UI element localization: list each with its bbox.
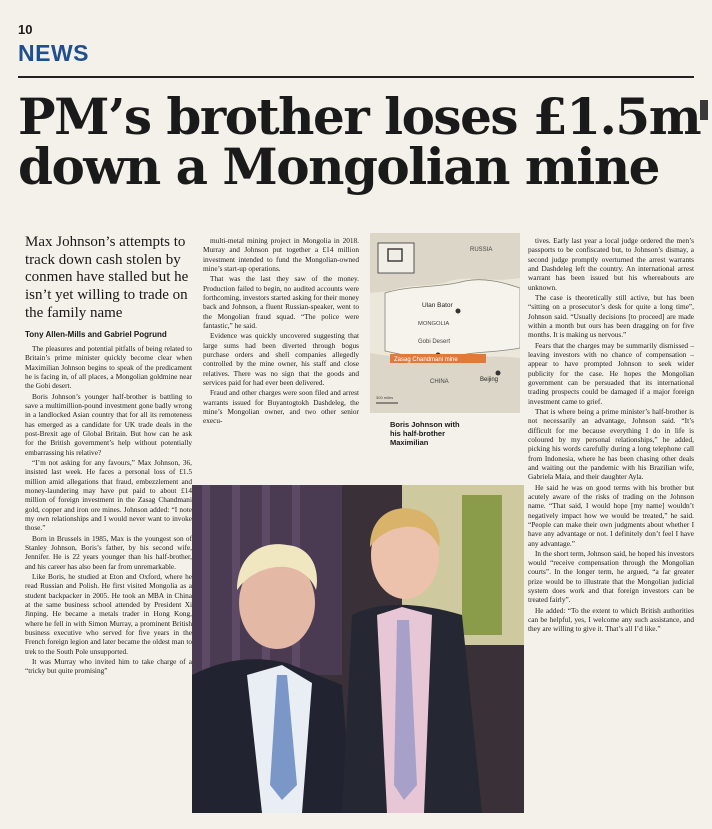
paragraph: Born in Brussels in 1985, Max is the youngest son of Stanley Johnson, Boris’s father, by his second wife, Jennifer. He is 22 years younger than his half-brother, and his career has also been far from unremarkable.	[25, 533, 192, 571]
page-number: 10	[18, 22, 33, 37]
next-page-edge	[700, 100, 708, 120]
locator-map	[370, 233, 520, 413]
paragraph: The case is theoretically still active, but has been “sitting on a prosecutor’s desk for quite a long time”, Johnson said. “Usually decisions [to proceed] are made within a month but ours has been dragging on for five months. It is making us nervous.”	[528, 292, 694, 340]
paragraph: Fears that the charges may be summarily dismissed – leaving investors with no chance of compensation – appear to have prompted Johnson to seek wider publicity for the case. He hopes the Mongolian government can be persuaded that its international trading prospects could be damaged if a major foreign investment came to grief.	[528, 340, 694, 406]
map-label-beijing: Beijing	[480, 377, 499, 383]
paragraph: He said he was on good terms with his brother but acutely aware of the risks of trading on the Johnson name. “That said, I would hope [my name] wouldn’t negatively impact how we would be treated,” he said. “People can make their own judgments about whether I have any advantage or not. I definitely don’t feel I have any advantage.”	[528, 482, 694, 548]
photo	[192, 485, 524, 813]
standfirst: Max Johnson’s attempts to track down cash stolen by conmen have stalled but he isn’t yet willing to trade on the family name	[25, 234, 189, 321]
photo-caption: Boris Johnson with his half-brother Maximilian	[390, 420, 460, 447]
article-column-2	[203, 236, 359, 427]
map-label-mine: Zasag Chandmani mine	[394, 357, 458, 363]
section-rule	[18, 76, 694, 78]
paragraph: Boris Johnson’s younger half-brother is battling to save a multimillion-pound investment gone badly wrong in a landlocked Asian country that for all its remoteness has emerged as a candidate for UK trade deals in the post-Brexit age of Global Britain. But how can he ask for the British government’s help without potentially embarrassing his relative?	[25, 391, 192, 457]
map-scale-label: 300 miles	[376, 395, 394, 400]
paragraph: That is where being a prime minister’s half-brother is not necessarily an advantage, Johnson said. “It’s difficult for me because everything I do in life is coloured by my personal relationships,” he added, picking his words carefully during a long telephone call from Indonesia, where he has been chasing other deals and waiting out the pandemic with his Brazilian wife, Gabriela Maia, and their daughter Ayla.	[528, 406, 694, 482]
paragraph: “I’m not asking for any favours,” Max Johnson, 36, insisted last week. He faces a personal loss of £1.5 million amid allegations that fraud, embezzlement and money-laundering may have put paid to about £14 million of foreign investment in the Zasag Chandmani gold, copper and iron ore mines. Johnson added: “I note my own relationships and I would never want to invoke those.”	[25, 457, 192, 533]
paragraph: Evidence was quickly uncovered suggesting that large sums had been diverted through bogus purchase orders and shell companies allegedly controlled by the mine owner, his staff and close relatives. There was no sign that the goods and services paid for had ever been delivered.	[203, 331, 359, 387]
map-label-china: CHINA	[430, 379, 449, 385]
map-label-gobi: Gobi Desert	[418, 339, 451, 345]
map-graphic	[370, 233, 520, 413]
map-label-russia: RUSSIA	[470, 247, 493, 253]
paragraph: Fraud and other charges were soon filed and arrest warrants issued for Buyantogtokh Dashdeleg, the mine’s Mongolian owner, and two other senior execu-	[203, 388, 359, 426]
headline-line-1: PM’s brother loses £1.5m	[18, 87, 701, 146]
paragraph: tives. Early last year a local judge ordered the men’s passports to be confiscated but, to Johnson’s dismay, a second judge promptly overturned the arrest warrants and Dashdeleg left the country. An international arrest warrant has been issued but his whereabouts are unknown.	[528, 236, 694, 292]
paragraph: It was Murray who invited him to take charge of a “tricky but quite promising”	[25, 656, 192, 676]
article-column-3	[528, 236, 694, 635]
paragraph: He added: “To the extent to which British authorities can be helpful, yes, I welcome any such assistance, and they are willing to give it. That’s all I’d like.”	[528, 605, 694, 634]
headline	[18, 87, 701, 196]
photo-graphic	[192, 485, 524, 813]
paragraph: In the short term, Johnson said, he hoped his investors would “receive compensation through the Mongolian courts”. In the longer term, he argued, “a far greater prize would be to illustrate that the Mongolian judicial system does work and that foreign investors can be treated fairly”.	[528, 548, 694, 605]
section-label: NEWS	[18, 40, 89, 66]
map-label-ulan-bator: Ulan Bator	[422, 302, 453, 309]
paragraph: That was the last they saw of the money. Production failed to begin, no audited accounts were forthcoming, investors started asking for their money back and Johnson, a fluent Russian-speaker, went to the Mongolian fraud squad. “The police were fantastic,” he said.	[203, 274, 359, 330]
paragraph: Like Boris, he studied at Eton and Oxford, where he read Russian and Polish. He first visited Mongolia as a student backpacker in 2005. He took an MBA in China at the same business school attended by President Xi Jinping. He became a metals trader in Hong Kong, where he fell in with Simon Murray, a prominent British business executive who served for five years in the French foreign legion and later became the oldest man to trek to the South Pole unsupported.	[25, 571, 192, 656]
map-label-mongolia: MONGOLIA	[418, 321, 450, 327]
byline: Tony Allen-Mills and Gabriel Pogrund	[25, 330, 167, 339]
article-column-1	[25, 344, 192, 676]
paragraph: multi-metal mining project in Mongolia in 2018. Murray and Johnson put together a £14 million investment intended to fund the Mongolian-owned mine’s start-up operations.	[203, 236, 359, 273]
paragraph: The pleasures and potential pitfalls of being related to Britain’s prime minister quickly become clear when Maximilian Johnson begins to speak of the predicament he is facing in, of all places, a Mongolian goldmine near the Gobi desert.	[25, 344, 192, 391]
headline-line-2: down a Mongolian mine	[18, 137, 659, 196]
